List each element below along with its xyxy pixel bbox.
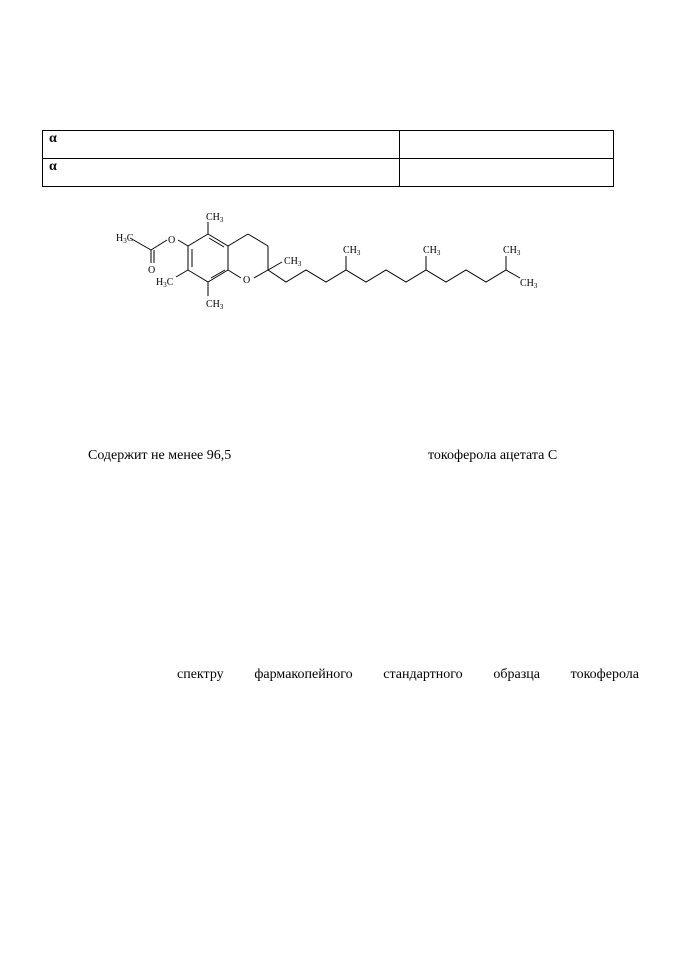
top-methyl-label: $CH_3$	[206, 212, 224, 224]
spectrum-word: стандартного	[383, 667, 463, 682]
table-cell	[399, 159, 613, 187]
left-methyl-label: $H_3C$	[156, 277, 174, 289]
content-statement: Содержит не менее 96,5	[88, 448, 232, 463]
ring-oxygen-label: O	[243, 275, 251, 286]
chain-methyl-3-label: $CH_3$	[503, 245, 521, 257]
spectrum-word: фармакопейного	[254, 667, 353, 682]
table-cell	[399, 131, 613, 159]
bottom-methyl-label: $CH_3$	[206, 299, 224, 311]
c2-methyl-label: $CH_3$	[284, 256, 302, 268]
content-substance: токоферола ацетата С	[428, 448, 558, 463]
carbonyl-oxygen-label: O	[148, 265, 156, 276]
spectrum-line	[177, 667, 639, 683]
table-row	[43, 131, 614, 159]
acetyl-methyl-label: $H_3C$	[116, 233, 134, 245]
table-cell: α	[43, 159, 400, 187]
structural-formula	[110, 205, 550, 320]
terminal-methyl-label: $CH_3$	[520, 278, 538, 290]
spectrum-word: токоферола	[570, 667, 639, 682]
table-cell: α	[43, 131, 400, 159]
spectrum-word: спектру	[177, 667, 224, 682]
ester-oxygen-label: O	[168, 235, 176, 246]
chain-methyl-1-label: $CH_3$	[343, 245, 361, 257]
chain-methyl-2-label: $CH_3$	[423, 245, 441, 257]
spectrum-word: образца	[493, 667, 540, 682]
table-row	[43, 159, 614, 187]
names-table	[42, 130, 614, 187]
